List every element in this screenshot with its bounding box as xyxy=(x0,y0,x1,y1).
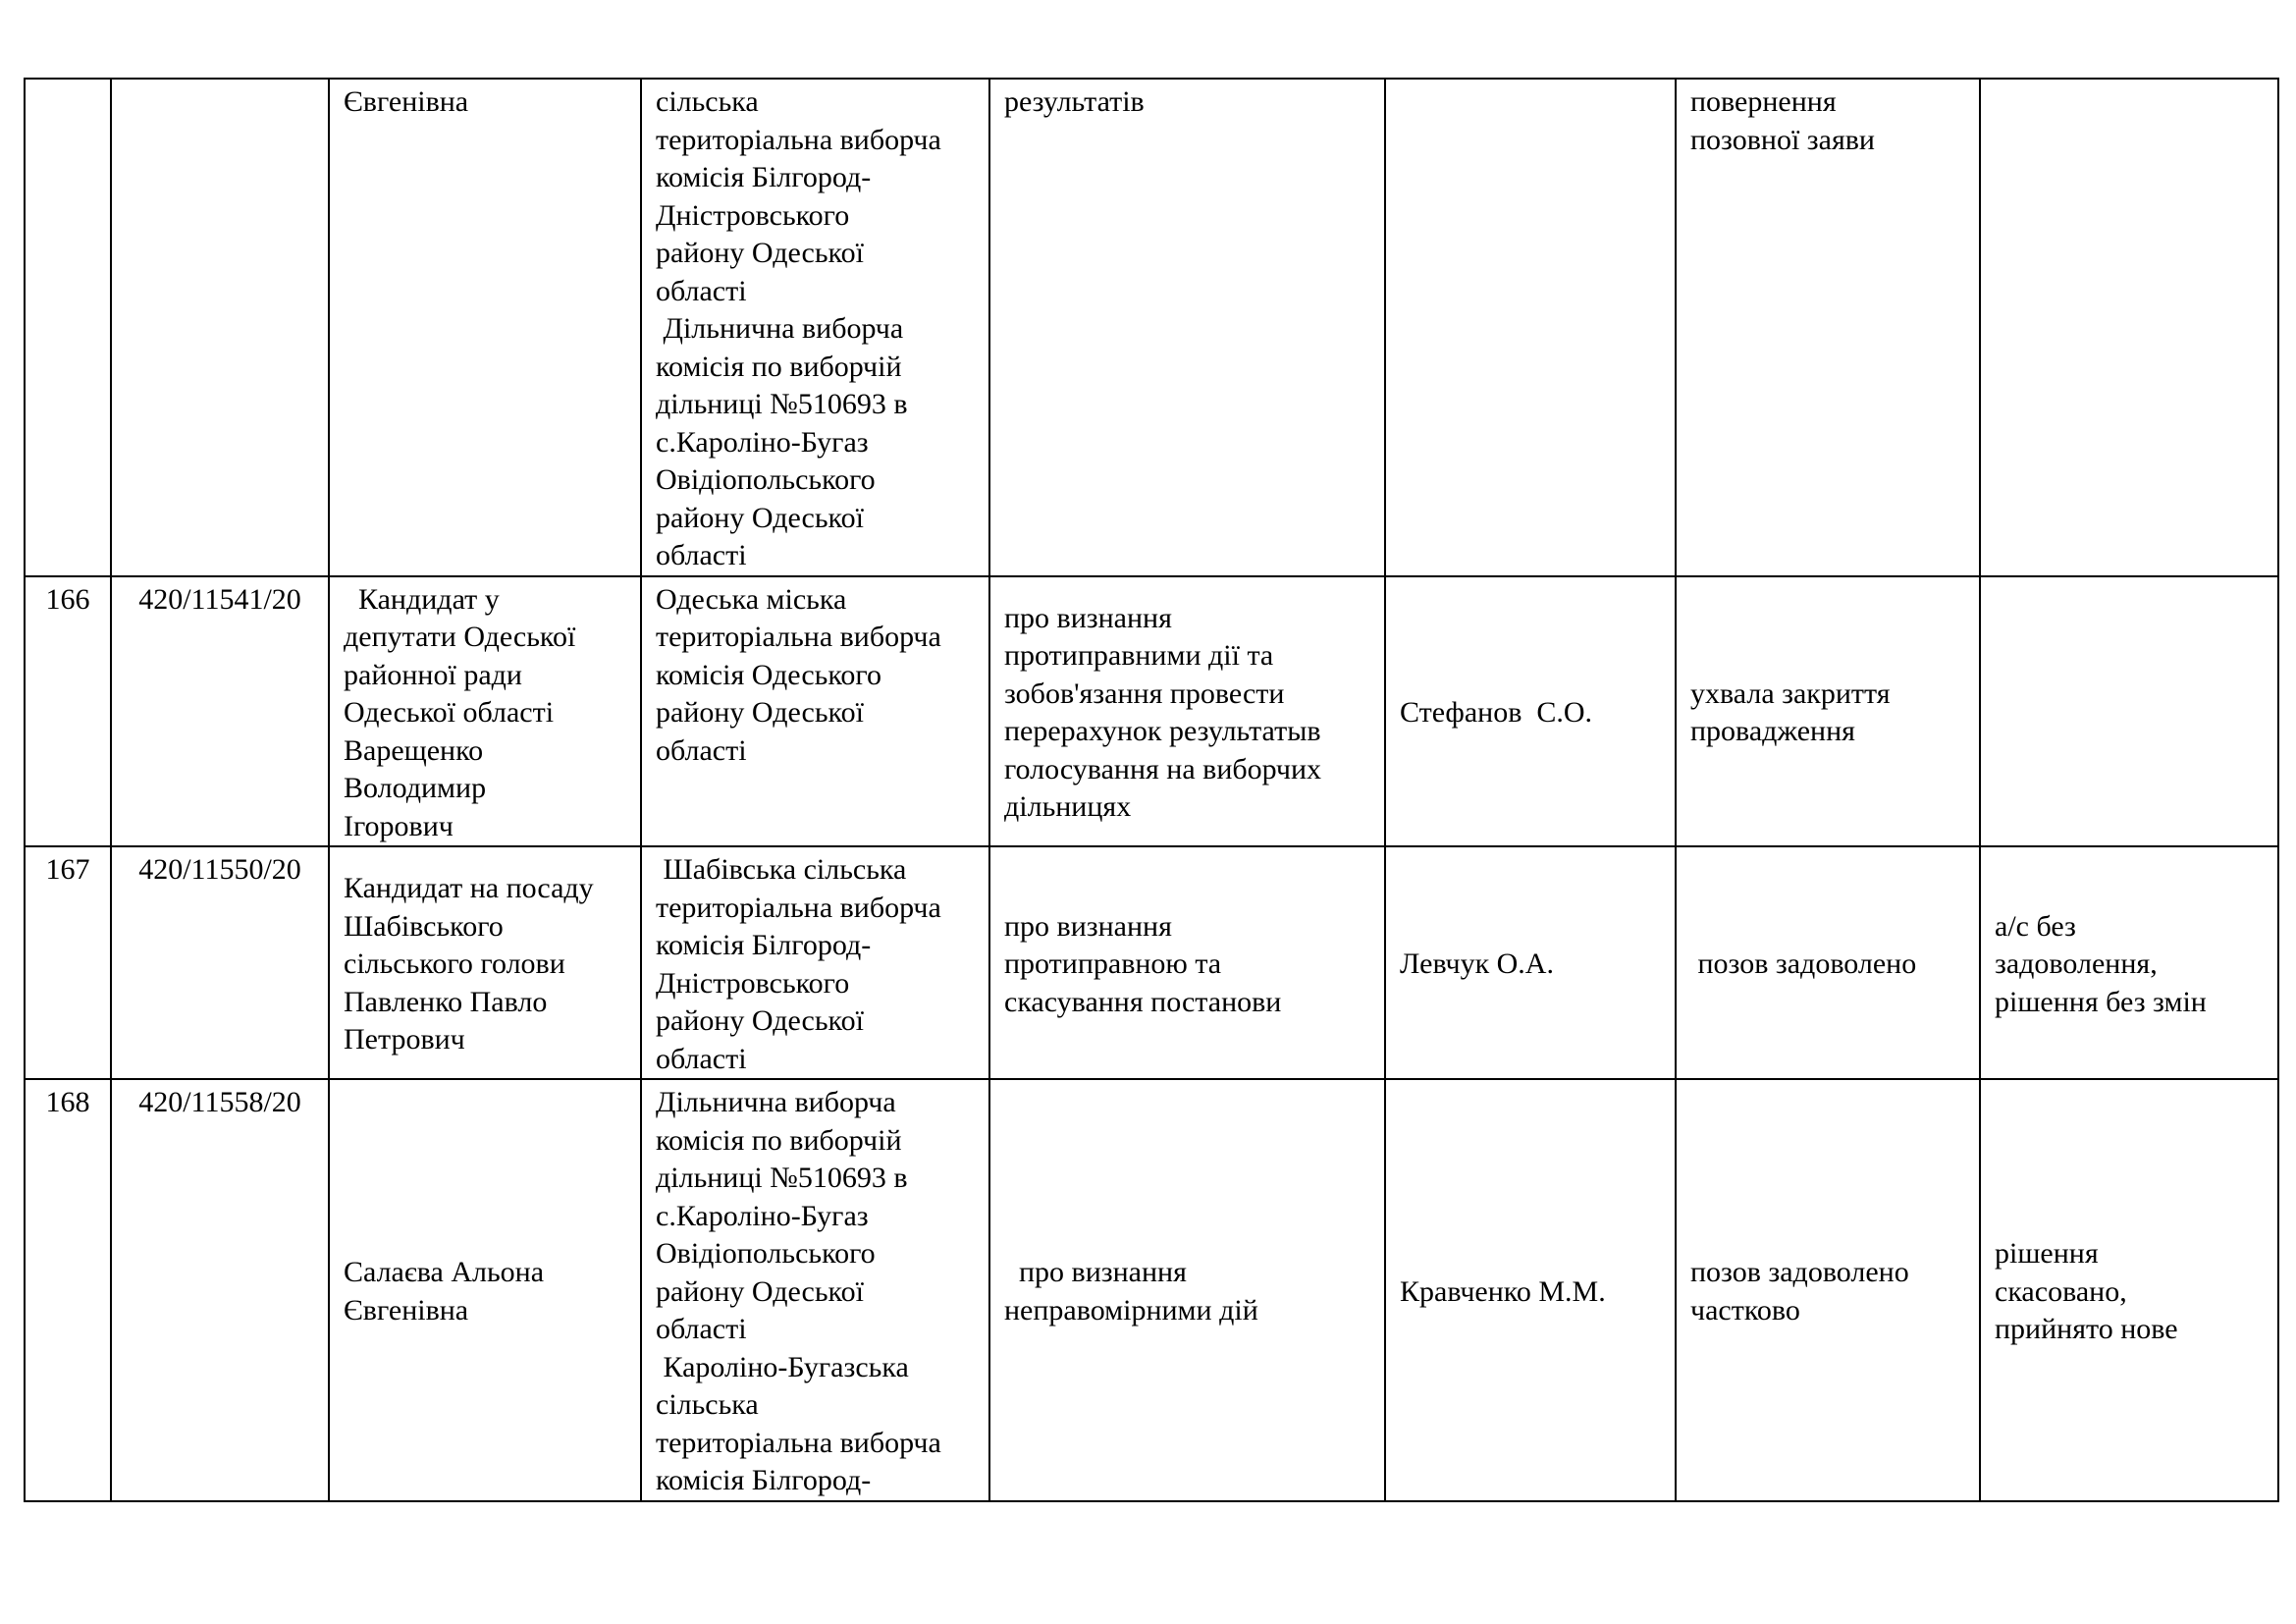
decision-cell: повернення позовної заяви xyxy=(1676,79,1980,576)
table-row xyxy=(25,576,2278,847)
appeal-cell: рішення скасовано, прийнято нове xyxy=(1980,1079,2278,1501)
table-row xyxy=(25,846,2278,1079)
row-number xyxy=(25,79,111,576)
row-number: 168 xyxy=(25,1079,111,1501)
plaintiff-cell: Кандидат у депутати Одеської районної ради Одеської області Варещенко Володимир Ігорович xyxy=(329,576,641,847)
appeal-cell xyxy=(1980,79,2278,576)
judge-cell xyxy=(1385,79,1676,576)
row-number: 167 xyxy=(25,846,111,1079)
judge-cell: Левчук О.А. xyxy=(1385,846,1676,1079)
appeal-cell xyxy=(1980,576,2278,847)
plaintiff-cell: Салаєва Альона Євгенівна xyxy=(329,1079,641,1501)
case-number: 420/11550/20 xyxy=(111,846,329,1079)
row-number: 166 xyxy=(25,576,111,847)
subject-cell: про визнання неправомірними дій xyxy=(989,1079,1385,1501)
defendant-cell: сільська територіальна виборча комісія Білгород- Дністровського району Одеської області Дільнична виборча комісія по виборчій дільниці №510693 в с.Кароліно-Бугаз Овідіопольського району Одеської області xyxy=(641,79,989,576)
plaintiff-cell: Євгенівна xyxy=(329,79,641,576)
decision-cell: позов задоволено частково xyxy=(1676,1079,1980,1501)
subject-cell: про визнання протиправною та скасування постанови xyxy=(989,846,1385,1079)
case-number: 420/11541/20 xyxy=(111,576,329,847)
plaintiff-cell: Кандидат на посаду Шабівського сільського голови Павленко Павло Петрович xyxy=(329,846,641,1079)
defendant-cell: Дільнична виборча комісія по виборчій дільниці №510693 в с.Кароліно-Бугаз Овідіопольського району Одеської області Кароліно-Бугазська сільська територіальна виборча комісія Білгород- xyxy=(641,1079,989,1501)
defendant-cell: Одеська міська територіальна виборча комісія Одеського району Одеської області xyxy=(641,576,989,847)
case-number: 420/11558/20 xyxy=(111,1079,329,1501)
decision-cell: позов задоволено xyxy=(1676,846,1980,1079)
decision-cell: ухвала закриття провадження xyxy=(1676,576,1980,847)
appeal-cell: а/с без задоволення, рішення без змін xyxy=(1980,846,2278,1079)
defendant-cell: Шабівська сільська територіальна виборча комісія Білгород- Дністровського району Одеської області xyxy=(641,846,989,1079)
table-row xyxy=(25,1079,2278,1501)
court-cases-table xyxy=(24,78,2279,1502)
case-number xyxy=(111,79,329,576)
judge-cell: Стефанов С.О. xyxy=(1385,576,1676,847)
subject-cell: про визнання протиправними дії та зобов'язання провести перерахунок результатыв голосування на виборчих дільницях xyxy=(989,576,1385,847)
judge-cell: Кравченко М.М. xyxy=(1385,1079,1676,1501)
subject-cell: результатів xyxy=(989,79,1385,576)
table-row xyxy=(25,79,2278,576)
